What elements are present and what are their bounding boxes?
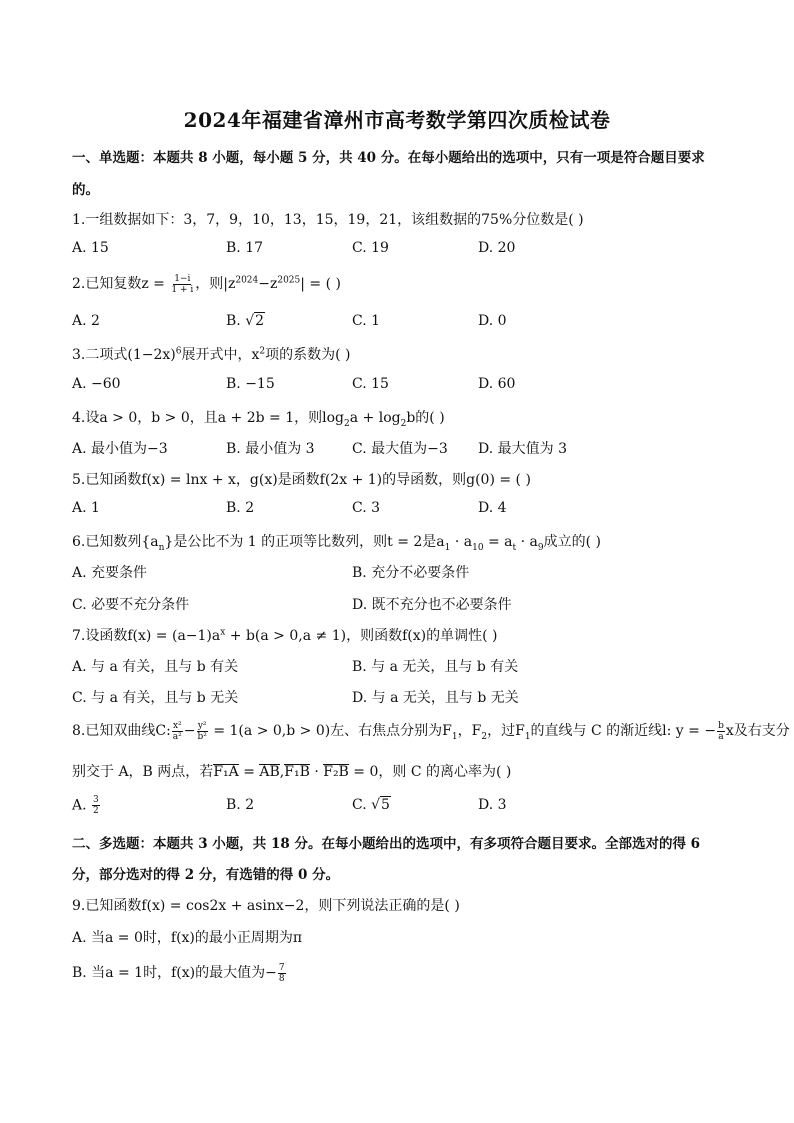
question-3-option-b: B. −15 (226, 376, 275, 392)
q6-sub-9: 9 (537, 542, 544, 553)
question-8-option-c (352, 797, 391, 813)
q8-frac2-num: y² (197, 720, 207, 731)
q2-frac-den: 1 + i (171, 284, 194, 295)
question-7-option-a: A. 与 a 有关，且与 b 有关 (72, 659, 239, 675)
question-3-option-c: C. 15 (352, 376, 389, 392)
question-8-option-a (72, 795, 101, 816)
q8-frac1-den: a² (172, 731, 182, 742)
question-5-option-c: C. 3 (352, 500, 381, 516)
q8-frac3-num: b (718, 720, 724, 731)
q8-eq: = (238, 764, 260, 780)
q8-line1-mid2: ，过F (487, 723, 525, 739)
q8-line2-prefix: 别交于 A，B 两点，若 (72, 764, 214, 780)
q2-suffix: | = ( ) (300, 276, 341, 292)
question-2-option-c: C. 1 (352, 313, 381, 329)
q6-sub-t: t (512, 542, 517, 553)
question-7-option-c: C. 与 a 有关，且与 b 无关 (72, 690, 239, 706)
section1-header-line1: 一、单选题：本题共 8 小题，每小题 5 分，共 40 分。在每小题给出的选项中，只有一项是符合题目要求 (72, 150, 705, 166)
q4-prefix: 4.设a > 0，b > 0，且a + 2b = 1，则log (72, 410, 344, 426)
question-4-option-d: D. 最大值为 3 (478, 441, 567, 457)
q8-s1: 1 (451, 731, 458, 742)
q8-comma2: , (279, 764, 285, 780)
q6-eq: = a (483, 534, 513, 550)
q6-dot1: · a (450, 534, 473, 550)
question-8-option-d: D. 3 (478, 797, 507, 813)
q2-prefix: 2.已知复数z = (72, 276, 170, 292)
question-6-option-c: C. 必要不充分条件 (72, 597, 190, 613)
q8-s2: 2 (481, 731, 488, 742)
question-3-option-d: D. 60 (478, 376, 516, 392)
question-2-stem (72, 273, 722, 295)
question-6-option-d: D. 既不充分也不必要条件 (352, 597, 512, 613)
q2-minus: −z (258, 276, 278, 292)
q2-optb-label: B. (226, 313, 246, 329)
question-4-option-a: A. 最小值为−3 (72, 441, 168, 457)
question-1-option-c: C. 19 (352, 240, 389, 256)
question-1-stem: 1.一组数据如下：3，7，9，10，13，15，19，21，该组数据的75%分位数是( ) (72, 212, 584, 228)
q8-vec4: F₂B (323, 764, 349, 780)
question-1-option-d: D. 20 (478, 240, 516, 256)
section2-header-line1: 二、多选题：本题共 3 小题，共 18 分。在每小题给出的选项中，有多项符合题目要求。全部选对的得 6 (72, 836, 701, 852)
q4-sub2: 2 (400, 418, 407, 429)
question-7-stem (72, 625, 722, 645)
q8-optc-label: C. (352, 797, 372, 813)
question-2-option-b (226, 313, 265, 329)
q7-prefix: 7.设函数f(x) = (a−1)a (72, 628, 221, 644)
q4-mid: a + log (349, 410, 401, 426)
question-8-stem-line1 (72, 720, 790, 742)
question-7-option-d: D. 与 a 无关，且与 b 无关 (352, 690, 519, 706)
question-6-option-b: B. 充分不必要条件 (352, 565, 470, 581)
q8-line1-mid3: 的直线与 C 的渐近线l: y = − (530, 723, 717, 739)
q8-opta-prefix: A. (72, 797, 92, 814)
q8-line1-prefix: 8.已知双曲线C: (72, 723, 171, 739)
q6-sub-n: n (158, 542, 165, 553)
q8-opta-frac (92, 795, 100, 816)
question-5-option-a: A. 1 (72, 500, 100, 516)
question-4-option-b: B. 最小值为 3 (226, 441, 315, 457)
question-1-option-a: A. 15 (72, 240, 109, 256)
question-8-stem-line2 (72, 761, 722, 781)
question-2-option-d: D. 0 (478, 313, 507, 329)
q2-frac-num: 1−i (174, 273, 191, 284)
q3-suffix: 项的系数为( ) (265, 347, 351, 363)
q3-prefix: 3.二项式(1−2x) (72, 347, 176, 363)
question-1-option-b: B. 17 (226, 240, 264, 256)
q8-line1-suffix: x及右支分 (725, 723, 790, 739)
question-8-option-b: B. 2 (226, 797, 255, 813)
question-4-stem (72, 407, 722, 429)
question-9-option-a: A. 当a = 0时，f(x)的最小正周期为π (72, 930, 303, 946)
q8-opta-den: 2 (93, 806, 99, 816)
q7-suffix: + b(a > 0,a ≠ 1)，则函数f(x)的单调性( ) (225, 628, 498, 644)
q9-optb-frac (278, 963, 286, 984)
q8-frac1-num: x² (172, 720, 182, 731)
q2-optb-radicand: 2 (255, 313, 265, 329)
q2-exp1: 2024 (235, 275, 259, 286)
q6-dot2: · a (516, 534, 538, 550)
q8-frac1 (172, 721, 183, 742)
q8-vec3: F₁B (284, 764, 310, 780)
question-2-option-a: A. 2 (72, 313, 100, 329)
q8-dot: · (309, 764, 324, 780)
q3-mid: 展开式中，x (181, 347, 260, 363)
q3-exp2: 2 (259, 346, 266, 357)
q8-line1-mid: = 1(a > 0,b > 0)左、右焦点分别为F (208, 723, 452, 739)
section1-header-line2: 的。 (72, 182, 99, 198)
question-3-option-a: A. −60 (72, 376, 121, 392)
q3-exp: 6 (175, 346, 182, 357)
q8-frac2-den: b² (197, 731, 207, 742)
q8-vec1: F₁A (213, 764, 239, 780)
q8-line2-suffix: = 0，则 C 的离心率为( ) (348, 764, 512, 780)
q8-minus: − (183, 723, 196, 739)
question-9-option-b (72, 962, 722, 984)
question-3-stem (72, 344, 722, 364)
q2-mid: ，则|z (195, 276, 236, 292)
question-7-option-b: B. 与 a 无关，且与 b 有关 (352, 659, 519, 675)
question-5-option-b: B. 2 (226, 500, 255, 516)
q9-optb-den: 8 (278, 973, 285, 984)
q8-vec2: AB (259, 764, 280, 780)
q8-comma: ，F (457, 723, 482, 739)
question-5-stem: 5.已知函数f(x) = lnx + x，g(x)是函数f(2x + 1)的导函数，则g(0) = ( ) (72, 472, 531, 488)
sqrt-icon: √5 (371, 797, 390, 813)
q9-optb-prefix: B. 当a = 1时，f(x)的最大值为− (72, 965, 277, 981)
q4-sub1: 2 (344, 418, 350, 429)
q8-frac2 (197, 721, 208, 742)
q6-prefix: 6.已知数列{a (72, 534, 159, 550)
q9-optb-num: 7 (278, 962, 285, 973)
q6-sub-a1: 1 (444, 542, 451, 553)
q8-s3: 1 (524, 731, 531, 742)
q6-suffix: 成立的( ) (543, 534, 601, 550)
q8-frac3-den: a (718, 731, 724, 742)
page-title: 2024年福建省漳州市高考数学第四次质检试卷 (183, 108, 611, 132)
sqrt-icon: √2 (245, 313, 265, 329)
q6-sub-a10: 10 (472, 542, 484, 553)
question-9-stem: 9.已知函数f(x) = cos2x + asinx−2，则下列说法正确的是( ) (72, 898, 460, 914)
question-6-option-a: A. 充要条件 (72, 565, 148, 581)
q8-frac3 (717, 721, 725, 742)
q4-suffix: b的( ) (406, 410, 445, 426)
q7-exp: x (220, 627, 226, 638)
q8-opta-num: 3 (93, 795, 99, 805)
q2-fraction (170, 274, 194, 295)
q8-optc-radicand: 5 (381, 797, 390, 813)
question-5-option-d: D. 4 (478, 500, 507, 516)
question-4-option-c: C. 最大值为−3 (352, 441, 448, 457)
section2-header-line2: 分，部分选对的得 2 分，有选错的得 0 分。 (72, 867, 340, 883)
q6-mid1: }是公比不为 1 的正项等比数列，则t = 2是a (164, 534, 445, 550)
q2-exp2: 2025 (277, 275, 301, 286)
question-6-stem (72, 531, 722, 553)
